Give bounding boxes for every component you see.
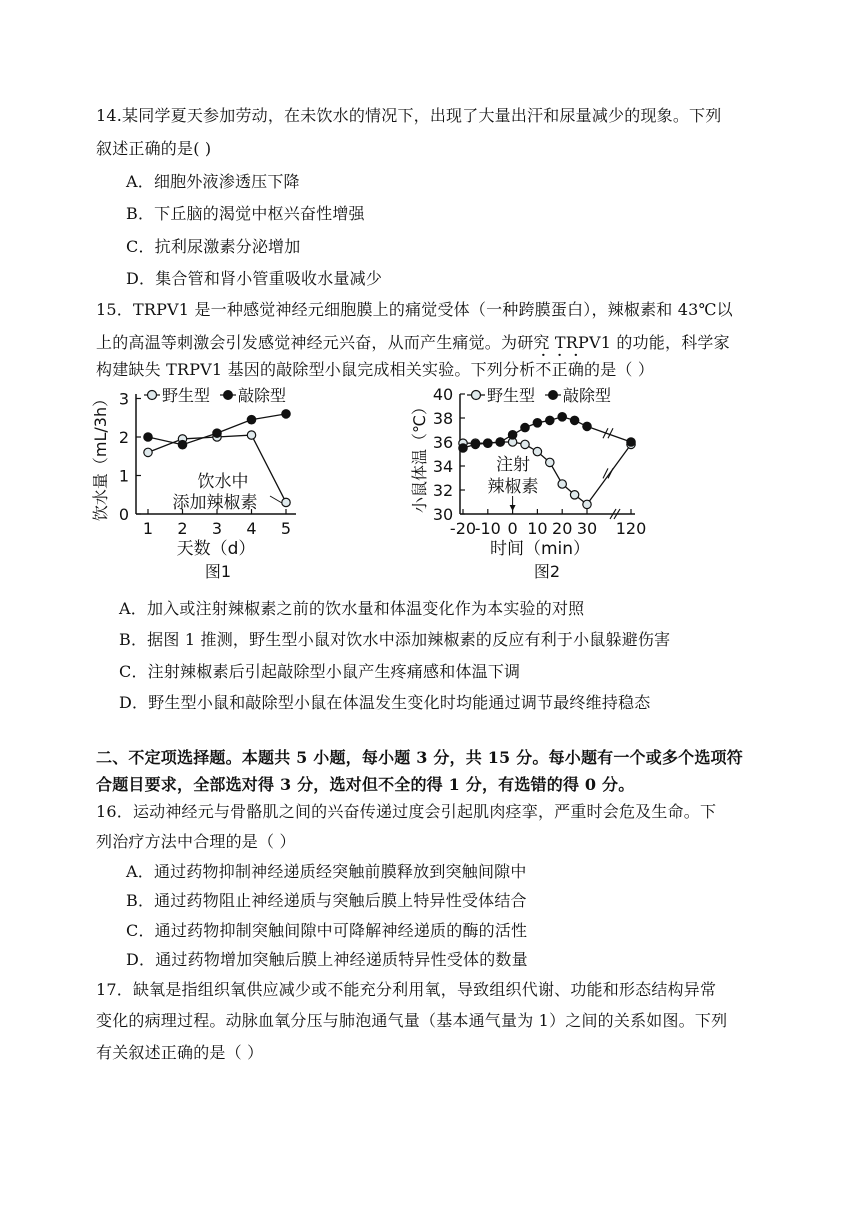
- y-axis-label: 饮水量（mL/3h）: [91, 390, 110, 522]
- q15-option-c: C．注射辣椒素后引起敲除型小鼠产生疼痛感和体温下调: [119, 662, 521, 681]
- data-point: [558, 413, 566, 421]
- data-point: [570, 416, 578, 424]
- section2-heading-line1: 二、不定项选择题。本题共 5 小题，每小题 3 分，共 15 分。每小题有一个或多个选项符: [96, 748, 743, 767]
- q17-stem-line1: 17．缺氧是指组织氧供应减少或不能充分利用氧，导致组织代谢、功能和形态结构异常: [96, 980, 717, 999]
- q15-stem-line1: 15．TRPV1 是一种感觉神经元细胞膜上的痛觉受体（一种跨膜蛋白），辣椒素和 43℃以: [96, 300, 733, 319]
- data-point: [508, 431, 516, 439]
- q16-stem-line2: 列治疗方法中合理的是（ ）: [96, 832, 296, 851]
- legend-marker-open: [472, 391, 481, 400]
- q14-stem-line1: 14.某同学夏天参加劳动，在未饮水的情况下，出现了大量出汗和尿量减少的现象。下列: [96, 106, 722, 125]
- q16-option-c: C．通过药物抑制突触间隙中可降解神经递质的酶的活性: [126, 921, 528, 940]
- emphasis-char: 确: [567, 360, 585, 379]
- series-line: [587, 444, 631, 504]
- y-tick-label: 40: [432, 385, 454, 404]
- data-point: [213, 429, 221, 437]
- series-line: [587, 426, 631, 442]
- q15-stem-line2: 上的高温等刺激会引发感觉神经元兴奋，从而产生痛觉。为研究 TRPV1 的功能，科学家: [96, 333, 730, 352]
- y-tick-label: 32: [432, 481, 454, 500]
- q15-option-a: A．加入或注射辣椒素之前的饮水量和体温变化作为本实验的对照: [119, 599, 585, 618]
- line-break: [608, 468, 613, 478]
- y-tick-label: 3: [118, 389, 130, 409]
- annotation-text: 添加辣椒素: [172, 493, 258, 513]
- data-point: [471, 440, 479, 448]
- q17-stem-line2: 变化的病理过程。动脉血氧分压与肺泡通气量（基本通气量为 1）之间的关系如图。下列: [96, 1011, 728, 1030]
- legend-marker-filled: [224, 391, 233, 400]
- section2-heading-line2: 合题目要求，全部选对得 3 分，选对但不全的得 1 分，有选错的得 0 分。: [96, 775, 635, 794]
- data-point: [484, 439, 492, 447]
- data-point: [627, 438, 635, 446]
- data-point: [282, 410, 290, 418]
- annotation-text: 辣椒素: [487, 477, 539, 497]
- emphasis-char: 正: [551, 360, 568, 379]
- data-point: [247, 431, 255, 439]
- data-point: [459, 444, 467, 452]
- x-tick-label: -20: [449, 519, 477, 538]
- x-tick-label: 20: [552, 519, 573, 538]
- annotation-text: 饮水中: [197, 472, 249, 492]
- data-point: [533, 447, 541, 455]
- figure-title: 图1: [204, 562, 232, 581]
- y-tick-label: 30: [432, 505, 454, 524]
- data-point: [521, 440, 529, 448]
- q15-stem-line3: 构建缺失 TRPV1 基因的敲除型小鼠完成相关实验。下列分析不正确的是（ ）: [96, 360, 655, 379]
- x-tick-label: 3: [211, 519, 223, 538]
- data-point: [282, 498, 290, 506]
- line-break: [608, 428, 613, 438]
- x-tick-label: 30: [576, 519, 598, 538]
- annotation-arrow: [270, 496, 282, 503]
- y-tick-label: 0: [118, 505, 130, 524]
- y-axis-label: 小鼠体温（℃）: [410, 399, 429, 513]
- x-axis-label: 时间（min）: [489, 539, 591, 559]
- data-point: [546, 416, 554, 424]
- legend-label: 野生型: [487, 386, 536, 405]
- x-tick-label: 0: [507, 519, 518, 538]
- q16-option-d: D．通过药物增加突触后膜上神经递质特异性受体的数量: [126, 950, 528, 969]
- legend-label: 野生型: [162, 386, 211, 405]
- data-point: [570, 491, 578, 499]
- q14-option-b: B．下丘脑的渴觉中枢兴奋性增强: [126, 204, 365, 223]
- q15-option-d: D．野生型小鼠和敲除型小鼠在体温发生变化时均能通过调节最终维持稳态: [119, 693, 651, 712]
- q16-option-a: A．通过药物抑制神经递质经突触前膜释放到突触间隙中: [126, 862, 527, 881]
- data-point: [496, 438, 504, 446]
- annotation-arrowhead: [510, 505, 516, 511]
- data-point: [144, 433, 152, 441]
- emphasis-char: 不: [535, 360, 552, 379]
- x-tick-label: 4: [246, 519, 257, 538]
- data-point: [583, 422, 591, 430]
- data-point: [144, 448, 152, 456]
- legend-label: 敲除型: [563, 386, 612, 405]
- y-tick-label: 38: [432, 409, 454, 428]
- figure-2-chart: [405, 384, 665, 586]
- data-point: [178, 441, 186, 449]
- figure-title: 图2: [533, 562, 561, 581]
- q14-option-d: D．集合管和肾小管重吸收水量减少: [126, 269, 383, 288]
- data-point: [558, 480, 566, 488]
- legend-marker-filled: [549, 391, 558, 400]
- legend-marker-open: [148, 391, 157, 400]
- x-tick-label: 1: [142, 519, 154, 538]
- y-tick-label: 1: [118, 466, 130, 486]
- x-tick-label: 10: [527, 519, 548, 538]
- q16-stem-line1: 16．运动神经元与骨骼肌之间的兴奋传递过度会引起肌肉痉挛，严重时会危及生命。下: [96, 802, 717, 821]
- x-tick-label: 5: [280, 519, 292, 538]
- q14-option-a: A．细胞外液渗透压下降: [126, 172, 300, 191]
- x-tick-label: 120: [615, 519, 647, 538]
- y-tick-label: 2: [118, 428, 130, 447]
- q16-option-b: B．通过药物阻止神经递质与突触后膜上特异性受体结合: [126, 891, 527, 910]
- y-tick-label: 36: [432, 433, 454, 452]
- q14-option-c: C．抗利尿激素分泌增加: [126, 237, 301, 256]
- data-point: [583, 500, 591, 508]
- y-tick-label: 34: [432, 457, 454, 476]
- q17-stem-line3: 有关叙述正确的是（ ）: [96, 1043, 264, 1062]
- x-tick-label: -10: [474, 519, 501, 538]
- data-point: [521, 423, 529, 431]
- data-point: [533, 419, 541, 427]
- data-point: [247, 415, 255, 423]
- q15-option-b: B．据图 1 推测，野生型小鼠对饮水中添加辣椒素的反应有利于小鼠躲避伤害: [119, 630, 671, 649]
- x-axis-label: 天数（d）: [176, 539, 256, 559]
- annotation-text: 注射: [496, 455, 530, 475]
- q14-stem-line2: 叙述正确的是( ): [96, 139, 212, 158]
- legend-label: 敲除型: [238, 386, 287, 405]
- x-tick-label: 2: [177, 519, 188, 538]
- figure-1-chart: [90, 384, 330, 586]
- data-point: [546, 458, 554, 466]
